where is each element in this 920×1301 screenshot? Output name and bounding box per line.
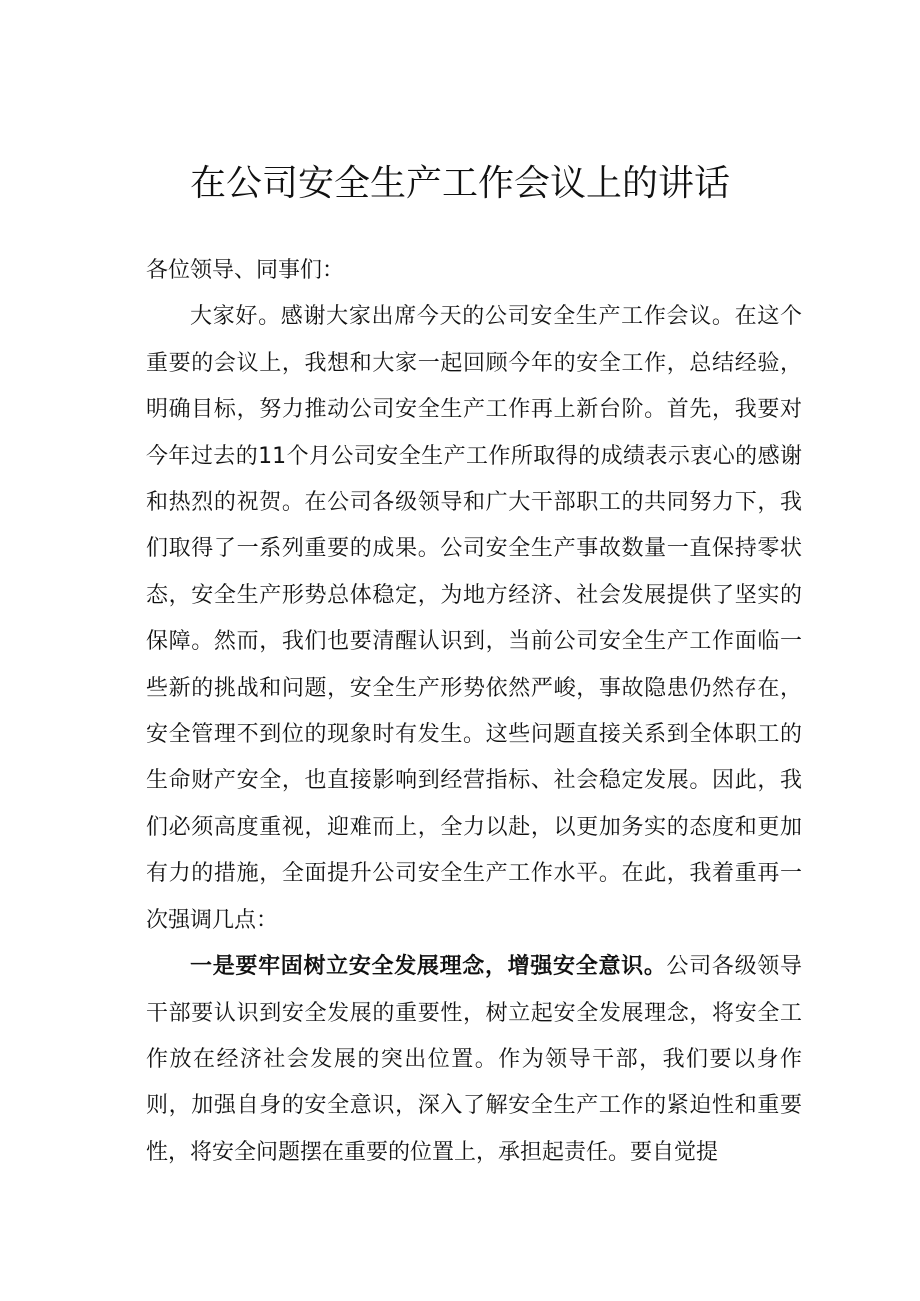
point-one-heading: 一是要牢固树立安全发展理念，增强安全意识。 xyxy=(190,954,667,980)
document-title: 在公司安全生产工作会议上的讲话 xyxy=(189,163,730,204)
point-one-text: 公司各级领导干部要认识到安全发展的重要性，树立起安全发展理念，将安全工作放在经济社会发展的突出位置。作为领导干部，我们要以身作则，加强自身的安全意识，深入了解安全生产工作的紧迫性和重要性，将安全问题摆在重要的位置上，承担起责任。要自觉提 xyxy=(146,954,802,1165)
salutation: 各位领导、同事们： xyxy=(146,258,345,283)
document-body xyxy=(146,248,802,1176)
paragraph-point-one xyxy=(146,944,802,1176)
paragraph-opening: 大家好。感谢大家出席今天的公司安全生产工作会议。在这个重要的会议上，我想和大家一起回顾今年的安全工作，总结经验，明确目标，努力推动公司安全生产工作再上新台阶。首先，我要对今年过去的11个月公司安全生产工作所取得的成绩表示衷心的感谢和热烈的祝贺。在公司各级领导和广大干部职工的共同努力下，我们取得了一系列重要的成果。公司安全生产事故数量一直保持零状态，安全生产形势总体稳定，为地方经济、社会发展提供了坚实的保障。然而，我们也要清醒认识到，当前公司安全生产工作面临一些新的挑战和问题，安全生产形势依然严峻，事故隐患仍然存在，安全管理不到位的现象时有发生。这些问题直接关系到全体职工的生命财产安全，也直接影响到经营指标、社会稳定发展。因此，我们必须高度重视，迎难而上，全力以赴，以更加务实的态度和更加有力的措施，全面提升公司安全生产工作水平。在此，我着重再一次强调几点： xyxy=(146,304,802,933)
